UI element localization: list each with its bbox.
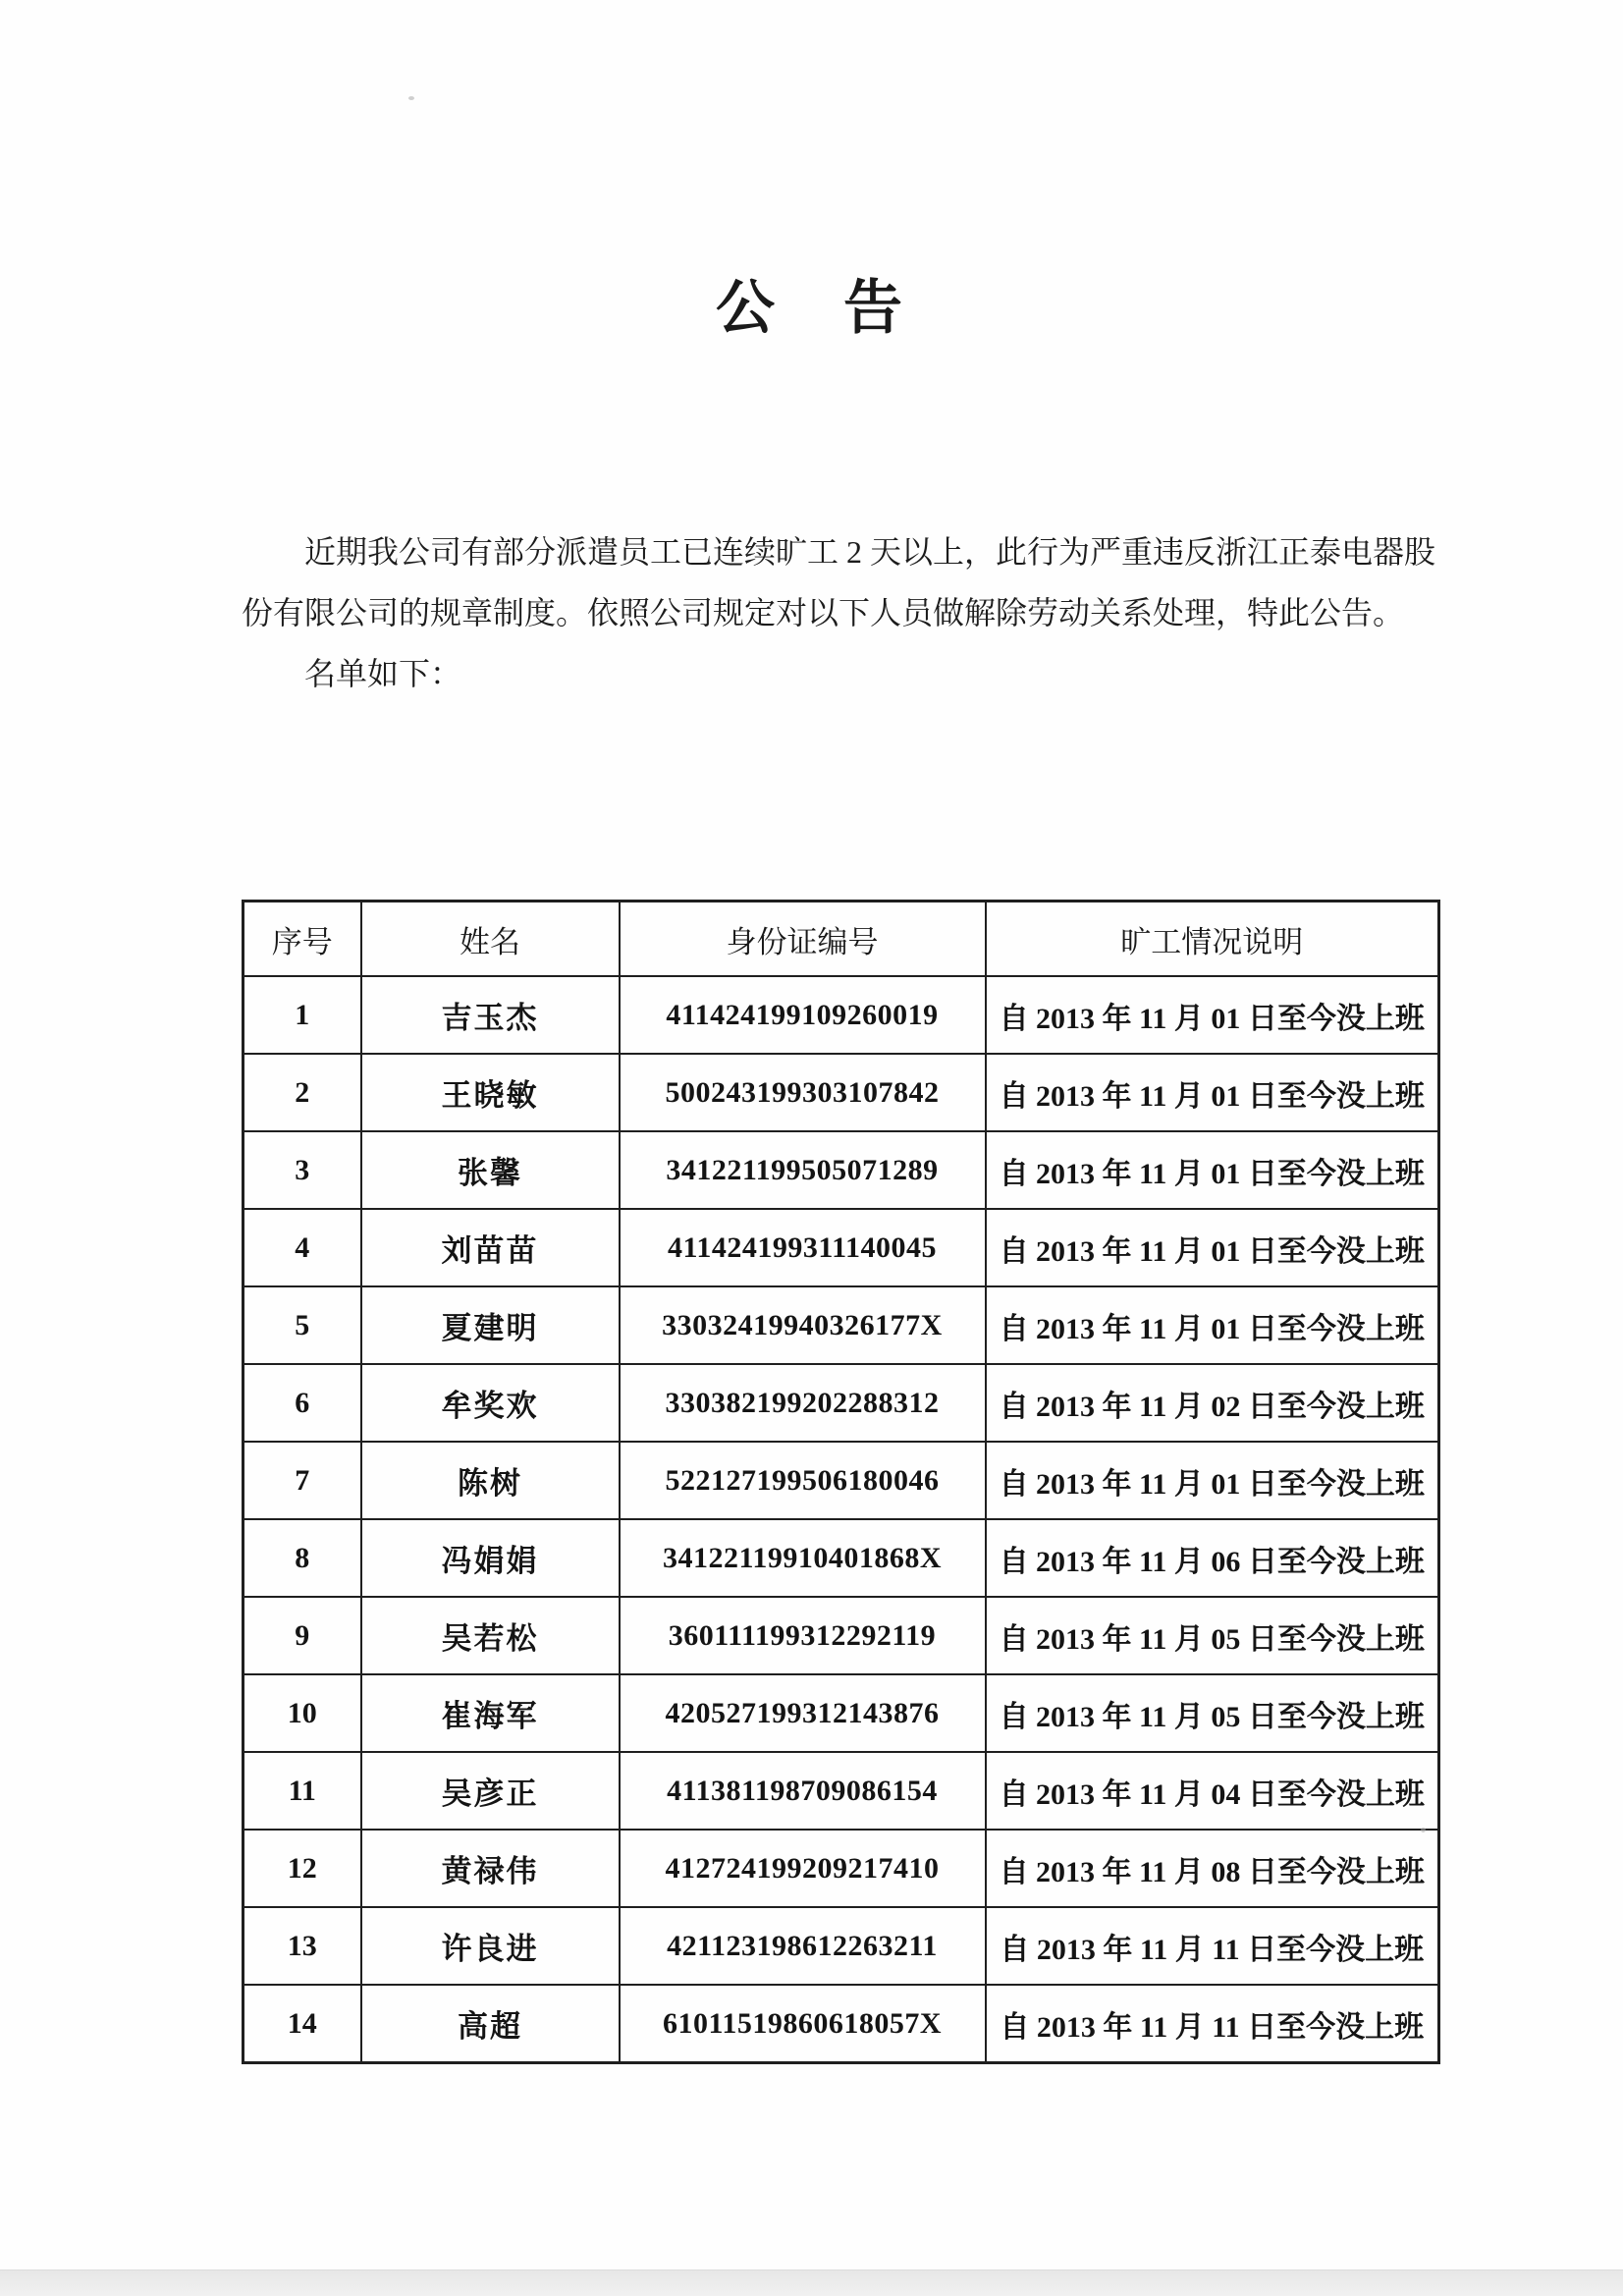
name-cell: 夏建明 [361,1286,620,1364]
absence-note-cell: 自 2013 年 11 月 01 日至今没上班 [986,1442,1439,1519]
serial-number-cell: 7 [243,1442,361,1519]
serial-number-cell: 5 [243,1286,361,1364]
name-cell: 张馨 [361,1131,620,1209]
table-row [243,1752,1439,1830]
name-cell: 吴若松 [361,1597,620,1674]
header-absence-note: 旷工情况说明 [986,902,1439,977]
serial-number-cell: 13 [243,1907,361,1985]
table-row [243,1442,1439,1519]
name-cell: 高超 [361,1985,620,2063]
absence-note-cell: 自 2013 年 11 月 02 日至今没上班 [986,1364,1439,1442]
absence-note-cell: 自 2013 年 11 月 05 日至今没上班 [986,1597,1439,1674]
serial-number-cell: 11 [243,1752,361,1830]
name-cell: 吴彦正 [361,1752,620,1830]
absence-note-cell: 自 2013 年 11 月 01 日至今没上班 [986,1131,1439,1209]
name-cell: 王晓敏 [361,1054,620,1131]
id-number-cell: 412724199209217410 [620,1830,986,1907]
serial-number-cell: 10 [243,1674,361,1752]
absence-note-cell: 自 2013 年 11 月 01 日至今没上班 [986,1054,1439,1131]
absence-note-cell: 自 2013 年 11 月 06 日至今没上班 [986,1519,1439,1597]
name-cell: 黄禄伟 [361,1830,620,1907]
name-cell: 陈树 [361,1442,620,1519]
serial-number-cell: 3 [243,1131,361,1209]
scan-speck [408,96,414,100]
id-number-cell: 360111199312292119 [620,1597,986,1674]
table-row [243,1985,1439,2063]
table-row [243,1131,1439,1209]
table-row [243,1054,1439,1131]
table-row [243,1674,1439,1752]
serial-number-cell: 1 [243,976,361,1054]
id-number-cell: 421123198612263211 [620,1907,986,1985]
table-row [243,1286,1439,1364]
header-serial-number: 序号 [243,902,361,977]
serial-number-cell: 6 [243,1364,361,1442]
id-number-cell: 411424199311140045 [620,1209,986,1286]
serial-number-cell: 2 [243,1054,361,1131]
header-name: 姓名 [361,902,620,977]
absence-note-cell: 自 2013 年 11 月 11 日至今没上班 [986,1907,1439,1985]
page-title: 公 告 [716,276,907,341]
table-row [243,1597,1439,1674]
id-number-cell: 34122119910401868X [620,1519,986,1597]
name-cell: 刘苗苗 [361,1209,620,1286]
table-row [243,1519,1439,1597]
table-header-row [243,902,1439,977]
serial-number-cell: 9 [243,1597,361,1674]
id-number-cell: 341221199505071289 [620,1131,986,1209]
serial-number-cell: 14 [243,1985,361,2063]
id-number-cell: 420527199312143876 [620,1674,986,1752]
absence-note-cell: 自 2013 年 11 月 01 日至今没上班 [986,976,1439,1054]
id-number-cell: 330382199202288312 [620,1364,986,1442]
absence-note-cell: 自 2013 年 11 月 01 日至今没上班 [986,1209,1439,1286]
absence-note-cell: 自 2013 年 11 月 08 日至今没上班 [986,1830,1439,1907]
serial-number-cell: 4 [243,1209,361,1286]
id-number-cell: 522127199506180046 [620,1442,986,1519]
table-row [243,976,1439,1054]
dismissal-roster-table [242,900,1440,2064]
id-number-cell: 61011519860618057X [620,1985,986,2063]
absence-note-cell: 自 2013 年 11 月 05 日至今没上班 [986,1674,1439,1752]
absence-note-cell: 自 2013 年 11 月 04 日至今没上班 [986,1752,1439,1830]
list-intro: 名单如下： [304,656,462,691]
id-number-cell: 33032419940326177X [620,1286,986,1364]
scan-edge-shadow [0,2269,1623,2296]
scan-speck [1421,1828,1426,1832]
name-cell: 崔海军 [361,1674,620,1752]
announcement-body [242,521,1435,704]
announcement-paragraph: 近期我公司有部分派遣员工已连续旷工 2 天以上，此行为严重违反浙江正泰电器股份有限公司的规章制度。依照公司规定对以下人员做解除劳动关系处理，特此公告。 [242,534,1436,630]
name-cell: 许良进 [361,1907,620,1985]
table-row [243,1907,1439,1985]
id-number-cell: 500243199303107842 [620,1054,986,1131]
absence-note-cell: 自 2013 年 11 月 01 日至今没上班 [986,1286,1439,1364]
absence-note-cell: 自 2013 年 11 月 11 日至今没上班 [986,1985,1439,2063]
serial-number-cell: 12 [243,1830,361,1907]
table-row [243,1830,1439,1907]
table-row [243,1364,1439,1442]
serial-number-cell: 8 [243,1519,361,1597]
id-number-cell: 411424199109260019 [620,976,986,1054]
id-number-cell: 411381198709086154 [620,1752,986,1830]
name-cell: 冯娟娟 [361,1519,620,1597]
name-cell: 吉玉杰 [361,976,620,1054]
name-cell: 牟奖欢 [361,1364,620,1442]
table-row [243,1209,1439,1286]
header-id-number: 身份证编号 [620,902,986,977]
